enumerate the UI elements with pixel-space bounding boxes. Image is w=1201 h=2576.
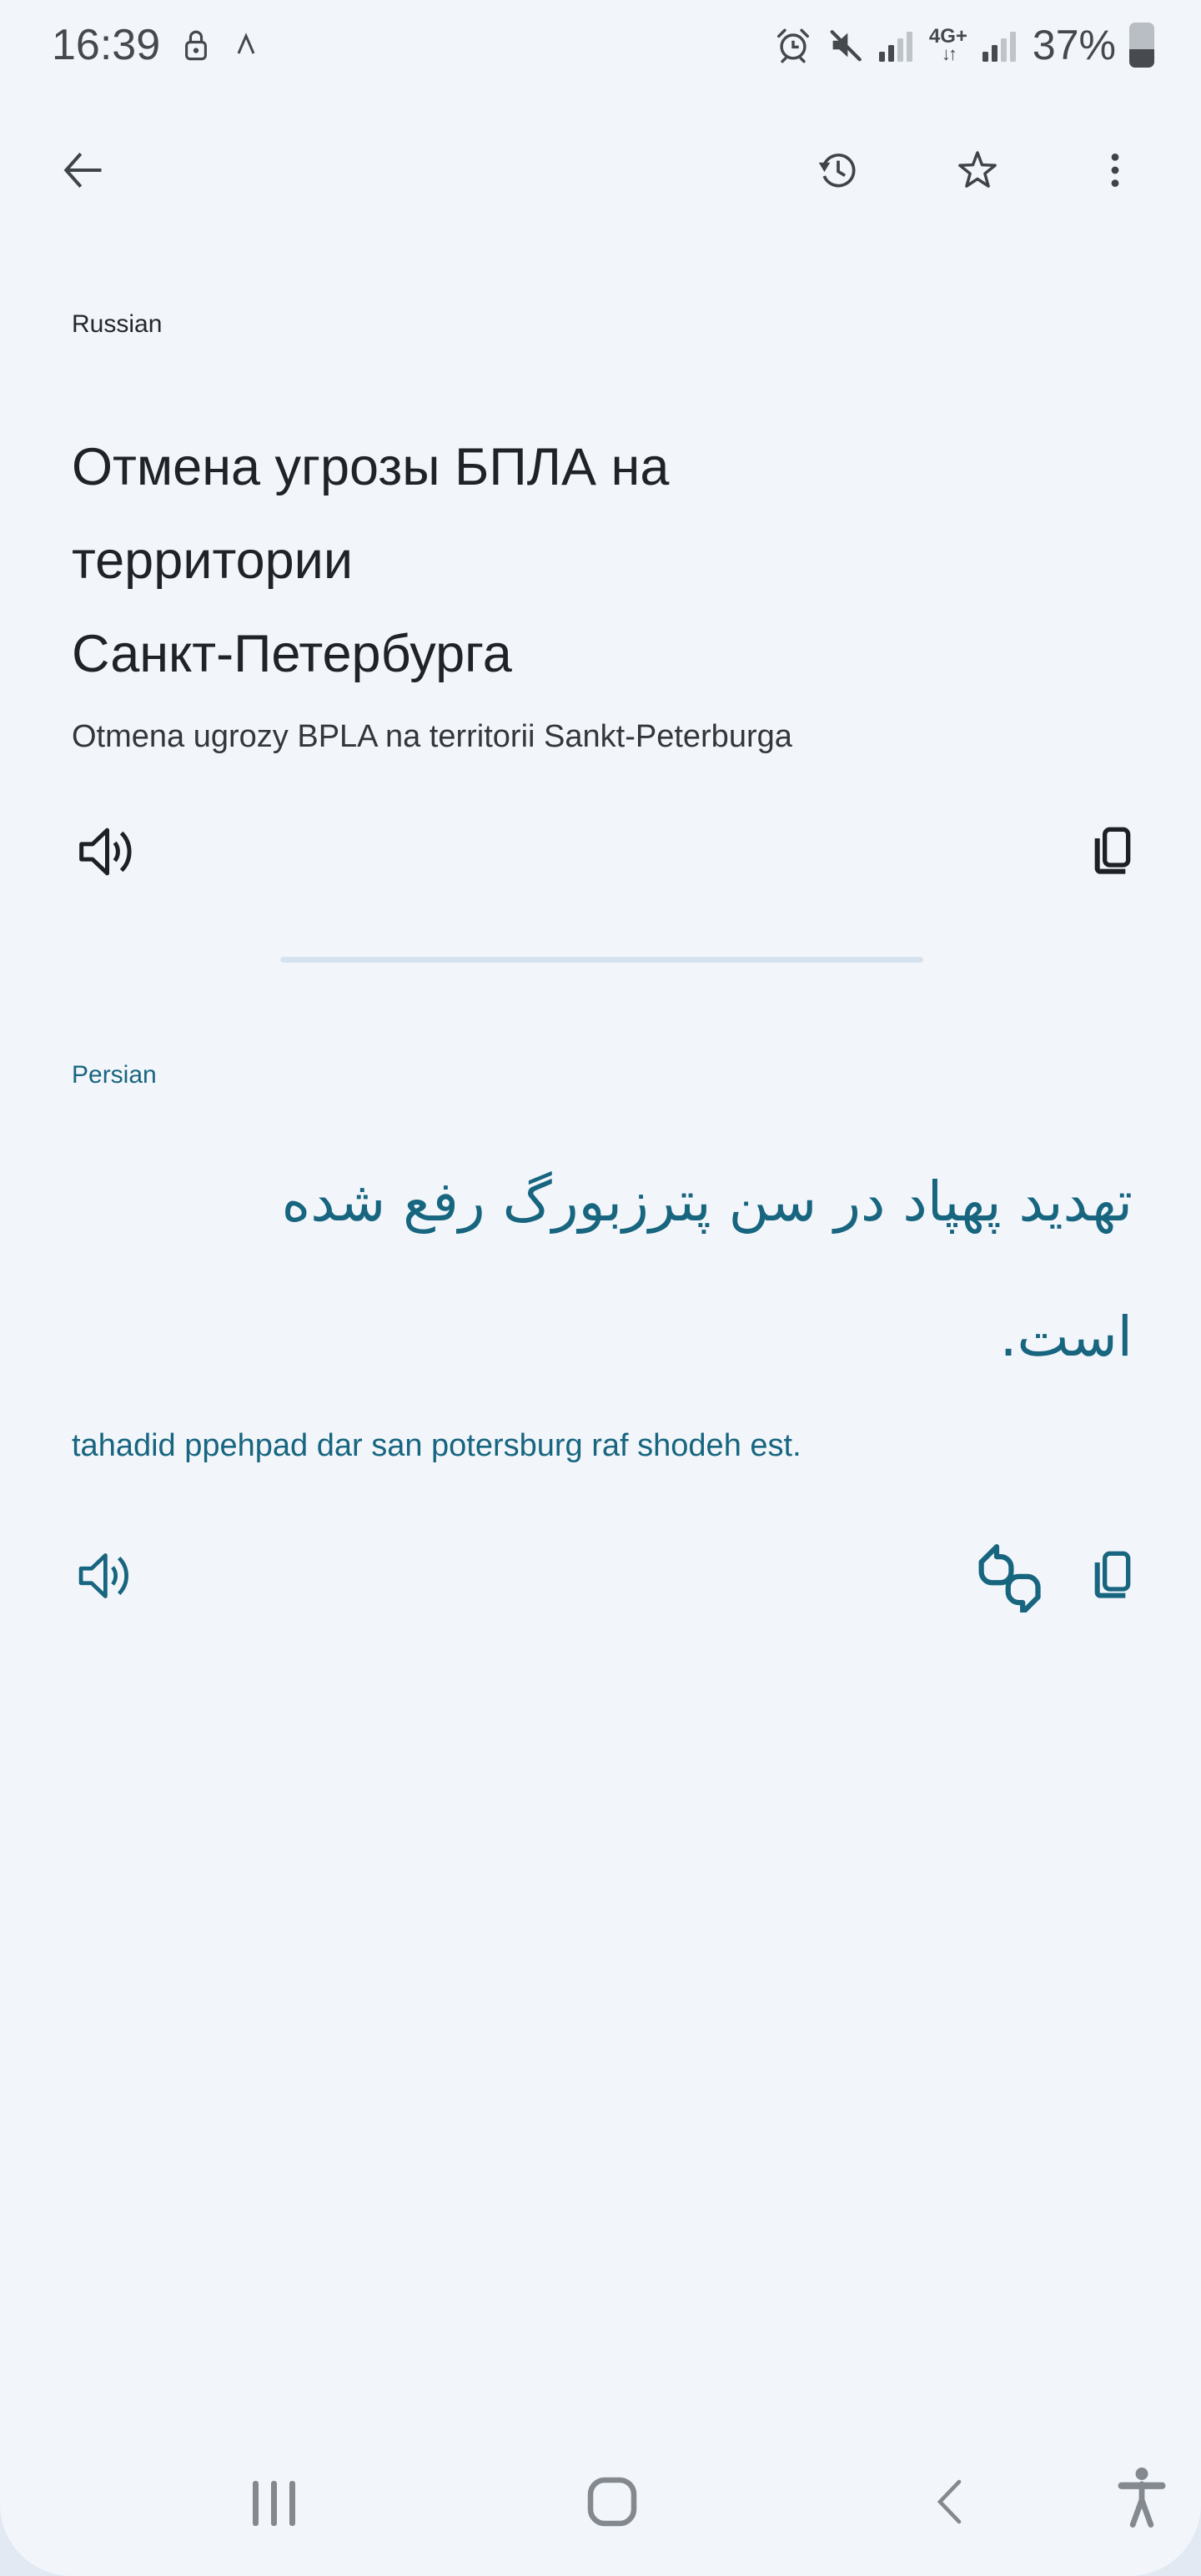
star-button[interactable]: [954, 147, 1001, 194]
target-language-label: Persian: [72, 1061, 157, 1089]
battery-percent: 37%: [1032, 22, 1116, 68]
more-options-button[interactable]: [1094, 148, 1136, 193]
alarm-icon: [774, 26, 812, 64]
status-bar-left: [52, 20, 260, 70]
network-type-label: 4G+: [928, 25, 967, 48]
network-type-indicator: [929, 27, 967, 63]
section-divider: [280, 957, 923, 963]
status-bar-right: [774, 21, 1154, 69]
signal-icon-1: [877, 26, 916, 64]
reverse-translate-icon[interactable]: [969, 1539, 1043, 1613]
accessibility-button[interactable]: [1114, 2466, 1169, 2529]
caret-up-icon: [232, 31, 260, 59]
battery-icon: [1129, 23, 1154, 68]
clock: 16:39: [52, 21, 161, 69]
target-text: تهدید پهپاد در سن پترزبورگ رفع شده است.: [281, 1170, 1133, 1369]
source-actions-row: [72, 816, 1139, 888]
signal-icon-2: [981, 26, 1019, 64]
app-bar: [0, 123, 1201, 217]
source-text: Отмена угрозы БПЛА на территории Санкт-Петербурга: [72, 438, 670, 683]
back-nav-button[interactable]: [934, 2478, 964, 2525]
home-button[interactable]: [587, 2477, 637, 2527]
copy-source-button[interactable]: [1086, 825, 1139, 878]
recents-button[interactable]: [252, 2480, 297, 2527]
speak-target-button[interactable]: [72, 1544, 135, 1607]
history-button[interactable]: [816, 148, 861, 193]
copy-target-button[interactable]: [1086, 1549, 1139, 1602]
mute-icon: [826, 26, 864, 64]
source-language-label: Russian: [72, 310, 163, 338]
app-bar-actions: [816, 147, 1136, 194]
source-transliteration: Otmena ugrozy BPLA na territorii Sankt-Peterburga: [72, 719, 792, 754]
back-button[interactable]: [60, 148, 105, 193]
speak-source-button[interactable]: [72, 818, 138, 885]
navigation-bar: [0, 2426, 1201, 2576]
target-actions-row: [72, 1538, 1139, 1613]
lock-icon: [178, 25, 214, 65]
status-bar: [0, 0, 1201, 90]
data-arrows-icon: ↓↑: [941, 43, 955, 64]
target-transliteration: tahadid ppehpad dar san potersburg raf shodeh est.: [72, 1428, 802, 1463]
